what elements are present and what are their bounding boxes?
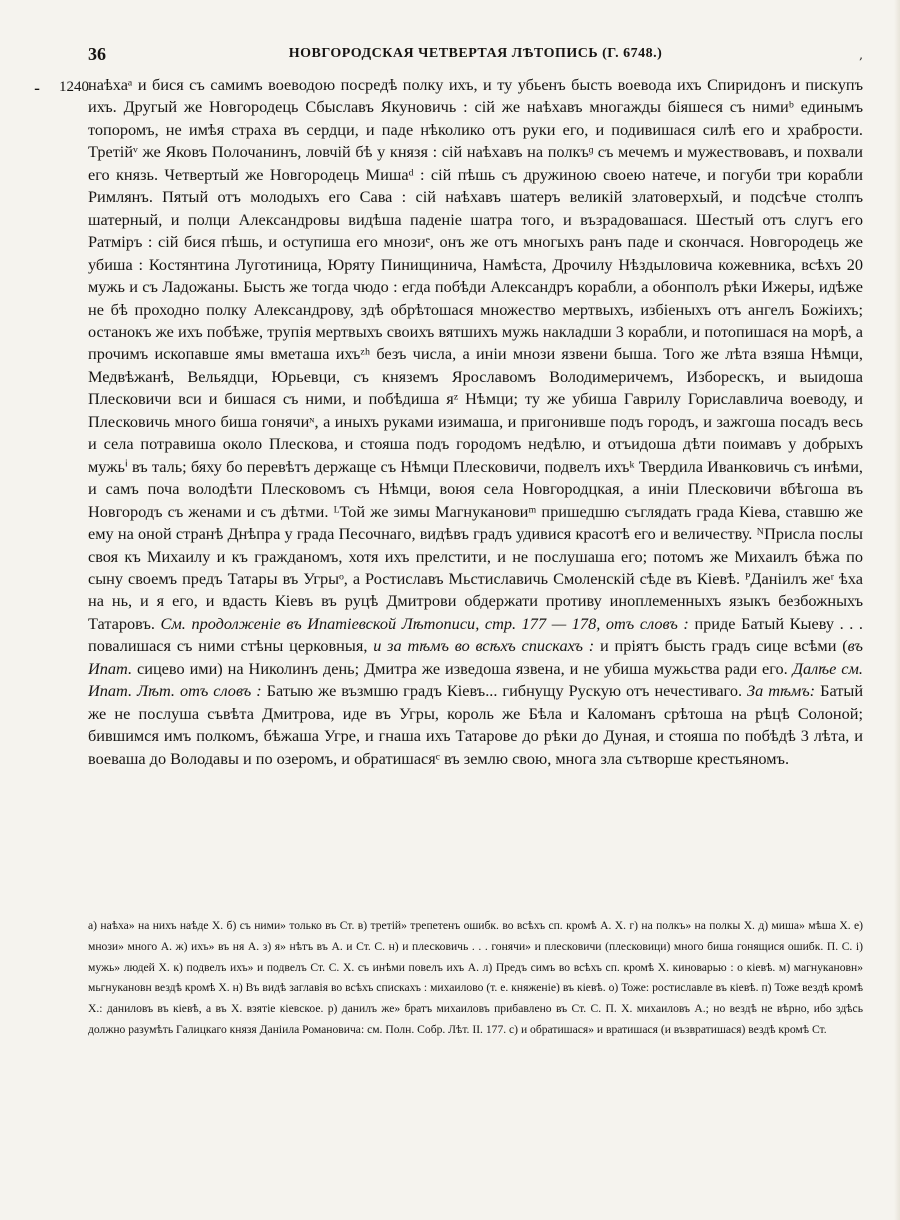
footnote-text: а) наѣха» на нихъ наѣде Х. б) съ ними» только въ Ст. в) третій» трепетенъ ошибк. во всѣхъ сп. кромѣ А. Х. г) на полкъ» на полкы Х. д) миша» мѣша Х. е) мнози» много А. ж) ихъ» въ ня А. з) я» нѣтъ въ А. и Ст. С. н) и плесковичь . . . гонячи» и плесковичи (плесковици) много биша гонящися ошибк. П. С. і) мужь» людей Х. к) подвелъ ихъ» и подвелъ Ст. С. Х. съ инѣми повелъ ихъ А. л) Предъ симъ во всѣхъ сп. кромѣ Х. киноварью : о кіевѣ. м) магнукановн» мьгнукановн вездѣ кромѣ Х. н) Въ видѣ заглавія во всѣхъ спискахъ : михаилово (т. е. княженіе) въ кіевѣ. о) Тоже: ростиславле въ кіевѣ. п) Тоже вездѣ кромѣ Х.: даниловъ въ кіевѣ, а въ Х. взятіе кіевское. р) данилъ же» братъ михаиловъ прибавлено въ Ст. С. П. Х. михаиловъ А.; но вездѣ не вѣрно, ибо здѣсь должно разумѣть Галицкаго князя Даніила Романовича: см. Полн. Собр. Лѣт. II. 177. с) и обратишася» и вратишася (и възвратишася) вездѣ кромѣ Ст. [88,919,863,1036]
main-text [88,74,863,770]
editorial-note: и за тѣмъ во всѣхъ спискахъ : [373,636,595,656]
chronicle-text: Батыю же възмшю градъ Кіевъ... гибнущу Рускую отъ нечестиваго. [266,681,743,701]
page-header [88,44,863,70]
page-edge [894,0,900,1220]
chronicle-text: наѣхаᵃ и бися съ самимъ воеводою посредѣ полку ихъ, и ту убьенъ бысть воевода ихъ Спиридонъ и пискупъ ихъ. Другый же Новгородець Сбыславъ Якуновичь : сій же наѣхавъ многажды біяшеся съ нимиᵇ единымъ топоромъ, не имѣя страха въ сердци, и паде нѣколико отъ руки его, и подивишася силѣ его и храбрости. Третійᵛ же Яковъ Полочанинъ, ловчій бѣ у князя : сій наѣхавъ на полкъᶢ съ мечемъ и мужествовавъ, и похвали его князь. Четвертый же Новгородець Мишаᵈ : сій пѣшь съ дружиною своею натече, и погуби три корабли Римлянъ. Пятый отъ молодыхъ его Сава : сій наѣхавъ шатеръ великій златоверхый, и подсѣче столпъ шатерный, и полци Александровы видѣша паденіе шатра того, и възрадовашася. Шестый отъ слугъ его Ратміръ : сій бися пѣшь, и оступиша его мнозиᵉ, онъ же отъ многыхъ ранъ паде и скончася. Новгородець же убиша : Костянтина Луготиница, Юряту Пинищинича, Намѣста, Дрочилу Нѣздыловича кожевника, всѣхъ 20 мужь и съ Ладожаны. Бысть же тогда чюдо : егда побѣди Александръ корабли, а обонполъ рѣки Ижеры, идѣже не бѣ проходно полку Александрову, здѣ обрѣтошася множество мертвыхъ, избіеныхъ отъ ангелъ Божіихъ; останокъ же ихъ побѣже, трупія мертвыхъ своихъ вятшихъ мужь накладши 3 корабли, и потопишася на морѣ, а прочимъ ископавше ямы вметаша ихъᶻʰ безъ числа, а иніи мнози язвени быша. Того же лѣта взяша Нѣмци, Медвѣжанѣ, Вельядци, Юрьевци, съ княземъ Ярославомъ Володимеричемъ, Изборескъ, и выидоша Плесковичи вси и бишася съ ними, и побѣдиша яᶻ Нѣмци; ту же убиша Гаврилу Гориславлича воеводу, и Плесковичь много биша гонячиᶰ, а иныхъ руками изимаша, и пригонивше подъ городъ, и зажгоша посадъ весь и села потравиша около Плескова, и стояша подъ городомъ недѣлю, и отъидоша дѣти поимавъ у добрыхъ мужьⁱ въ таль; бяху бо перевѣтъ держаще съ Нѣмци Плесковичи, подвелъ ихъᵏ Твердила Иванковичь съ инѣми, и самъ поча володѣти Плесковомъ съ Нѣмци, воюя села Новгородцкая, а иніи Плесковичи вбѣгоша въ Новгородъ съ женами и съ дѣтми. ᴸТой же зимы Магнукановиᵐ пришедшю съглядать града Кіева, ставшю же ему на оной странѣ Днѣпра у града Песочнаго, видѣвъ градъ удивися красотѣ его и величеству. ᴺПрисла послы своя къ Михаилу и къ гражданомъ, хотя ихъ прелстити, и не послушаша его; потомъ же Михаилъ бѣжа по сыну своемъ предъ Татары въ Угрыᵒ, а Ростиславъ Мьстиславичь Смоленскій сѣде въ Кіевѣ. ᴾДаніилъ жеʳ ѣха на нь, и я его, и вдасть Кіевъ въ руцѣ Дмитрови обдержати противу иноплеменныхъ языкъ безбожныхъ Татаровъ. [88,75,863,633]
editorial-note: въ Ипат. [88,636,863,678]
margin-year: 1240 [59,79,89,95]
chronicle-text: Батый же не послуша съвѣта Дмитрова, иде въ Угры, король же Бѣла и Каломанъ срѣтоша на рѣцѣ Солоной; бившимся имъ полкомъ, бѣжаша Угре, и гнаша ихъ Татарове до рѣки до Дуная, и стояша по побѣдѣ 3 лѣта, и воеваша до Володавы и по озеромъ, и обратишасяᶜ въ землю свою, многа зла сътворше крестьяномъ. [88,681,864,768]
footnotes [88,916,863,1041]
editorial-note: За тѣмъ: [747,681,816,701]
header-mark: , [859,48,863,62]
chronicle-text: и пріятъ бысть градъ сице всѣми ( [599,636,848,656]
page-number: 36 [88,44,106,64]
editorial-note: См. продолженіе въ Ипатіевской Лѣтописи, стр. 177 — 178, отъ словъ : [160,613,689,633]
chronicle-text: сицево ими) на Николинъ день; Дмитра же изведоша язвена, и не убиша мужьства ради его. [137,658,788,678]
running-title: НОВГОРОДСКАЯ ЧЕТВЕРТАЯ ЛѢТОПИСЬ (Г. 6748.) [288,46,663,61]
chronicle-text: приде Батый Кыеву . . . повалишася съ ними стѣны церковныя, [88,613,863,656]
main-paragraph [88,74,863,770]
margin-dash: - [34,78,41,99]
editorial-note: Далѣе см. Ипат. Лѣт. отъ словъ : [88,658,863,701]
